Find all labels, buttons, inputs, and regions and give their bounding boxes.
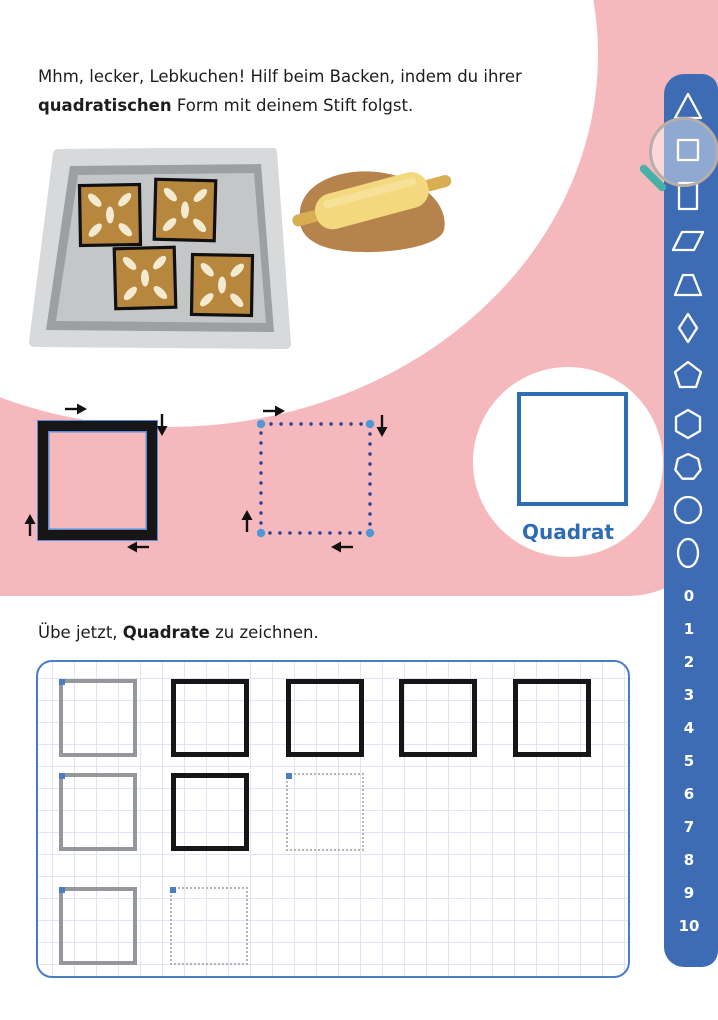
direction-arrow-right-icon [262,405,286,417]
intro-bold-word: quadratischen [38,96,172,115]
practice-square-example [286,679,364,757]
practice-square-example [399,679,477,757]
sidebar-shape-trapezoid-icon[interactable] [672,269,704,301]
direction-arrow-up-icon [24,513,36,537]
start-dot [170,887,176,893]
shape-sidebar [664,74,718,967]
sidebar-number-5[interactable]: 5 [683,752,695,770]
sidebar-shape-circle-icon[interactable] [672,494,704,526]
gingerbread-cookie [79,184,140,245]
sidebar-number-7[interactable]: 7 [683,818,695,836]
gingerbread-cookie [154,179,216,241]
intro-text [38,62,598,120]
sidebar-number-4[interactable]: 4 [683,719,695,737]
magnifier-icon [649,117,718,187]
sidebar-shape-hexagon-icon[interactable] [672,408,704,440]
sidebar-number-9[interactable]: 9 [683,884,695,902]
model-square-solid [38,421,157,540]
start-dot [59,679,65,685]
sidebar-number-1[interactable]: 1 [683,620,695,638]
sidebar-number-10[interactable]: 10 [678,917,700,935]
direction-arrow-down-icon [156,413,168,437]
practice-square-guide[interactable] [170,887,248,965]
baking-tray-illustration [28,148,300,353]
sidebar-number-3[interactable]: 3 [683,686,695,704]
direction-arrow-left-icon [330,541,354,553]
quadrat-label: Quadrat [522,520,614,544]
sidebar-number-6[interactable]: 6 [683,785,695,803]
intro-line1: Mhm, lecker, Lebkuchen! Hilf beim Backen, indem du ihrer [38,67,522,86]
sidebar-shape-pentagon-icon[interactable] [672,359,704,391]
sidebar-number-0[interactable]: 0 [683,587,695,605]
practice-square-example [513,679,591,757]
practice-square-traced[interactable] [59,679,137,757]
sidebar-number-2[interactable]: 2 [683,653,695,671]
gingerbread-cookie [114,247,176,309]
start-dot [286,773,292,779]
practice-grid[interactable] [36,660,630,978]
direction-arrow-up-icon [241,509,253,533]
sidebar-shape-rhombus-icon[interactable] [672,312,704,344]
start-dot [59,887,65,893]
sidebar-number-8[interactable]: 8 [683,851,695,869]
sidebar-shape-heptagon-icon[interactable] [672,451,704,483]
sidebar-shape-oval-icon[interactable] [672,537,704,569]
practice-square-guide[interactable] [286,773,364,851]
rolling-pin-dough-illustration [282,150,462,265]
practice-square-example [171,679,249,757]
practice-square-traced[interactable] [59,887,137,965]
direction-arrow-right-icon [64,403,88,415]
practice-prompt: Übe jetzt, Quadrate zu zeichnen. [38,623,319,642]
direction-arrow-down-icon [376,414,388,438]
intro-line2: Form mit deinem Stift folgst. [171,96,414,115]
model-square-dotted[interactable] [257,420,383,546]
start-dot [59,773,65,779]
practice-square-example [171,773,249,851]
practice-square-traced[interactable] [59,773,137,851]
direction-arrow-left-icon [126,541,150,553]
sidebar-shape-parallelogram-icon[interactable] [672,225,704,257]
gingerbread-cookie [191,254,252,315]
quadrat-example-square [517,392,628,506]
